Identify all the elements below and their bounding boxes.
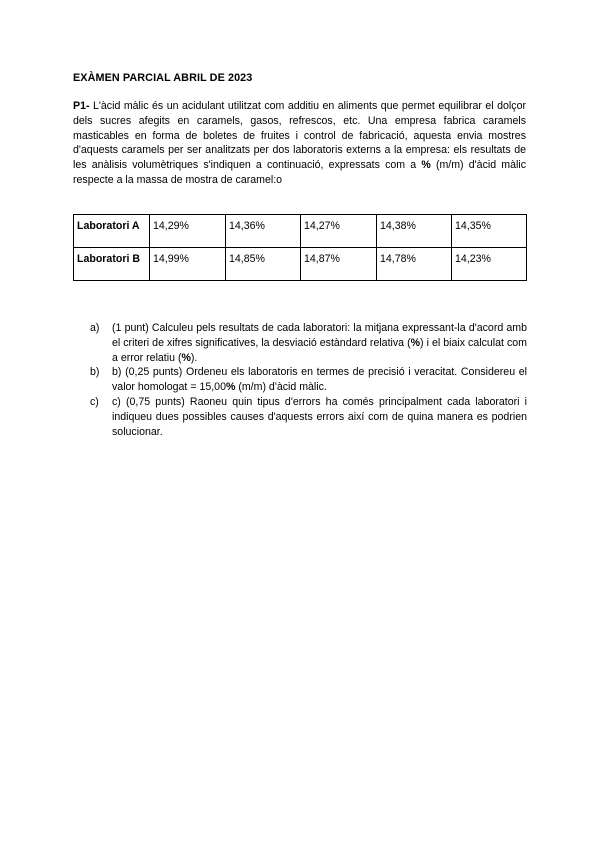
question-text: (1 punt) Calculeu pels resultats de cada laboratori: la mitjana expressant-la d'acord amb el criteri de xifres significatives, la desviació estàndard relativa ( bbox=[112, 322, 527, 349]
row-label: Laboratori A bbox=[74, 215, 150, 248]
problem-percent: % bbox=[421, 159, 431, 172]
question-text: (m/m) d'àcid màlic. bbox=[235, 381, 327, 394]
results-table bbox=[73, 214, 527, 281]
question-percent: % bbox=[410, 336, 421, 349]
question-text: ). bbox=[190, 351, 198, 364]
table-cell: 14,27% bbox=[301, 215, 377, 248]
table-cell: 14,78% bbox=[377, 248, 452, 281]
row-label: Laboratori B bbox=[74, 248, 150, 281]
question-text: c) (0,75 punts) Raoneu quin tipus d'errors ha comés principalment cada laboratori i indiqueu dues possibles causes d'aquests errors així com de quina manera es podrien solucionar. bbox=[112, 395, 527, 438]
table-cell: 14,87% bbox=[301, 248, 377, 281]
table-cell: 14,99% bbox=[150, 248, 226, 281]
table-cell: 14,36% bbox=[226, 215, 301, 248]
question-c bbox=[90, 395, 527, 439]
question-text: ) i el biaix calculat com a error relatiu ( bbox=[112, 336, 527, 364]
table-row bbox=[74, 248, 527, 281]
problem-label: P1- bbox=[73, 100, 90, 112]
table-row bbox=[74, 215, 527, 248]
table-cell: 14,38% bbox=[377, 215, 452, 248]
question-percent: % bbox=[225, 381, 236, 394]
page-title: EXÀMEN PARCIAL ABRIL DE 2023 bbox=[73, 72, 253, 84]
table-cell: 14,85% bbox=[226, 248, 301, 281]
problem-text-1: L'àcid màlic és un acidulant utilitzat com additiu en aliments que permet equilibrar el dolçor dels sucres afegits en caramels, gasos, refrescos, etc. Una empresa fabrica caramels masticables en forma de boletes de fruites i control de fabricació, aquesta envia mostres d'aquests caramels per ser analitzats per dos laboratoris externs a la empresa: els resultats de les anàlisis volumètriques s'indiquen a continuació, expressats com a bbox=[73, 100, 526, 172]
question-a bbox=[90, 321, 527, 365]
question-b bbox=[90, 365, 527, 395]
question-list bbox=[90, 321, 527, 439]
question-marker: b) bbox=[90, 366, 100, 379]
table-cell: 14,35% bbox=[452, 215, 527, 248]
question-marker: a) bbox=[90, 322, 100, 334]
question-text: b) (0,25 punts) Ordeneu els laboratoris en termes de precisió i veracitat. Considereu el valor homologat = 15,00 bbox=[112, 366, 527, 394]
problem-statement bbox=[73, 99, 526, 188]
table-cell: 14,23% bbox=[452, 248, 527, 281]
question-marker: c) bbox=[90, 395, 99, 408]
table-cell: 14,29% bbox=[150, 215, 226, 248]
problem-text-2: (m/m) d'àcid màlic respecte a la massa de mostra de caramel:o bbox=[73, 159, 527, 186]
question-percent: % bbox=[181, 351, 191, 364]
